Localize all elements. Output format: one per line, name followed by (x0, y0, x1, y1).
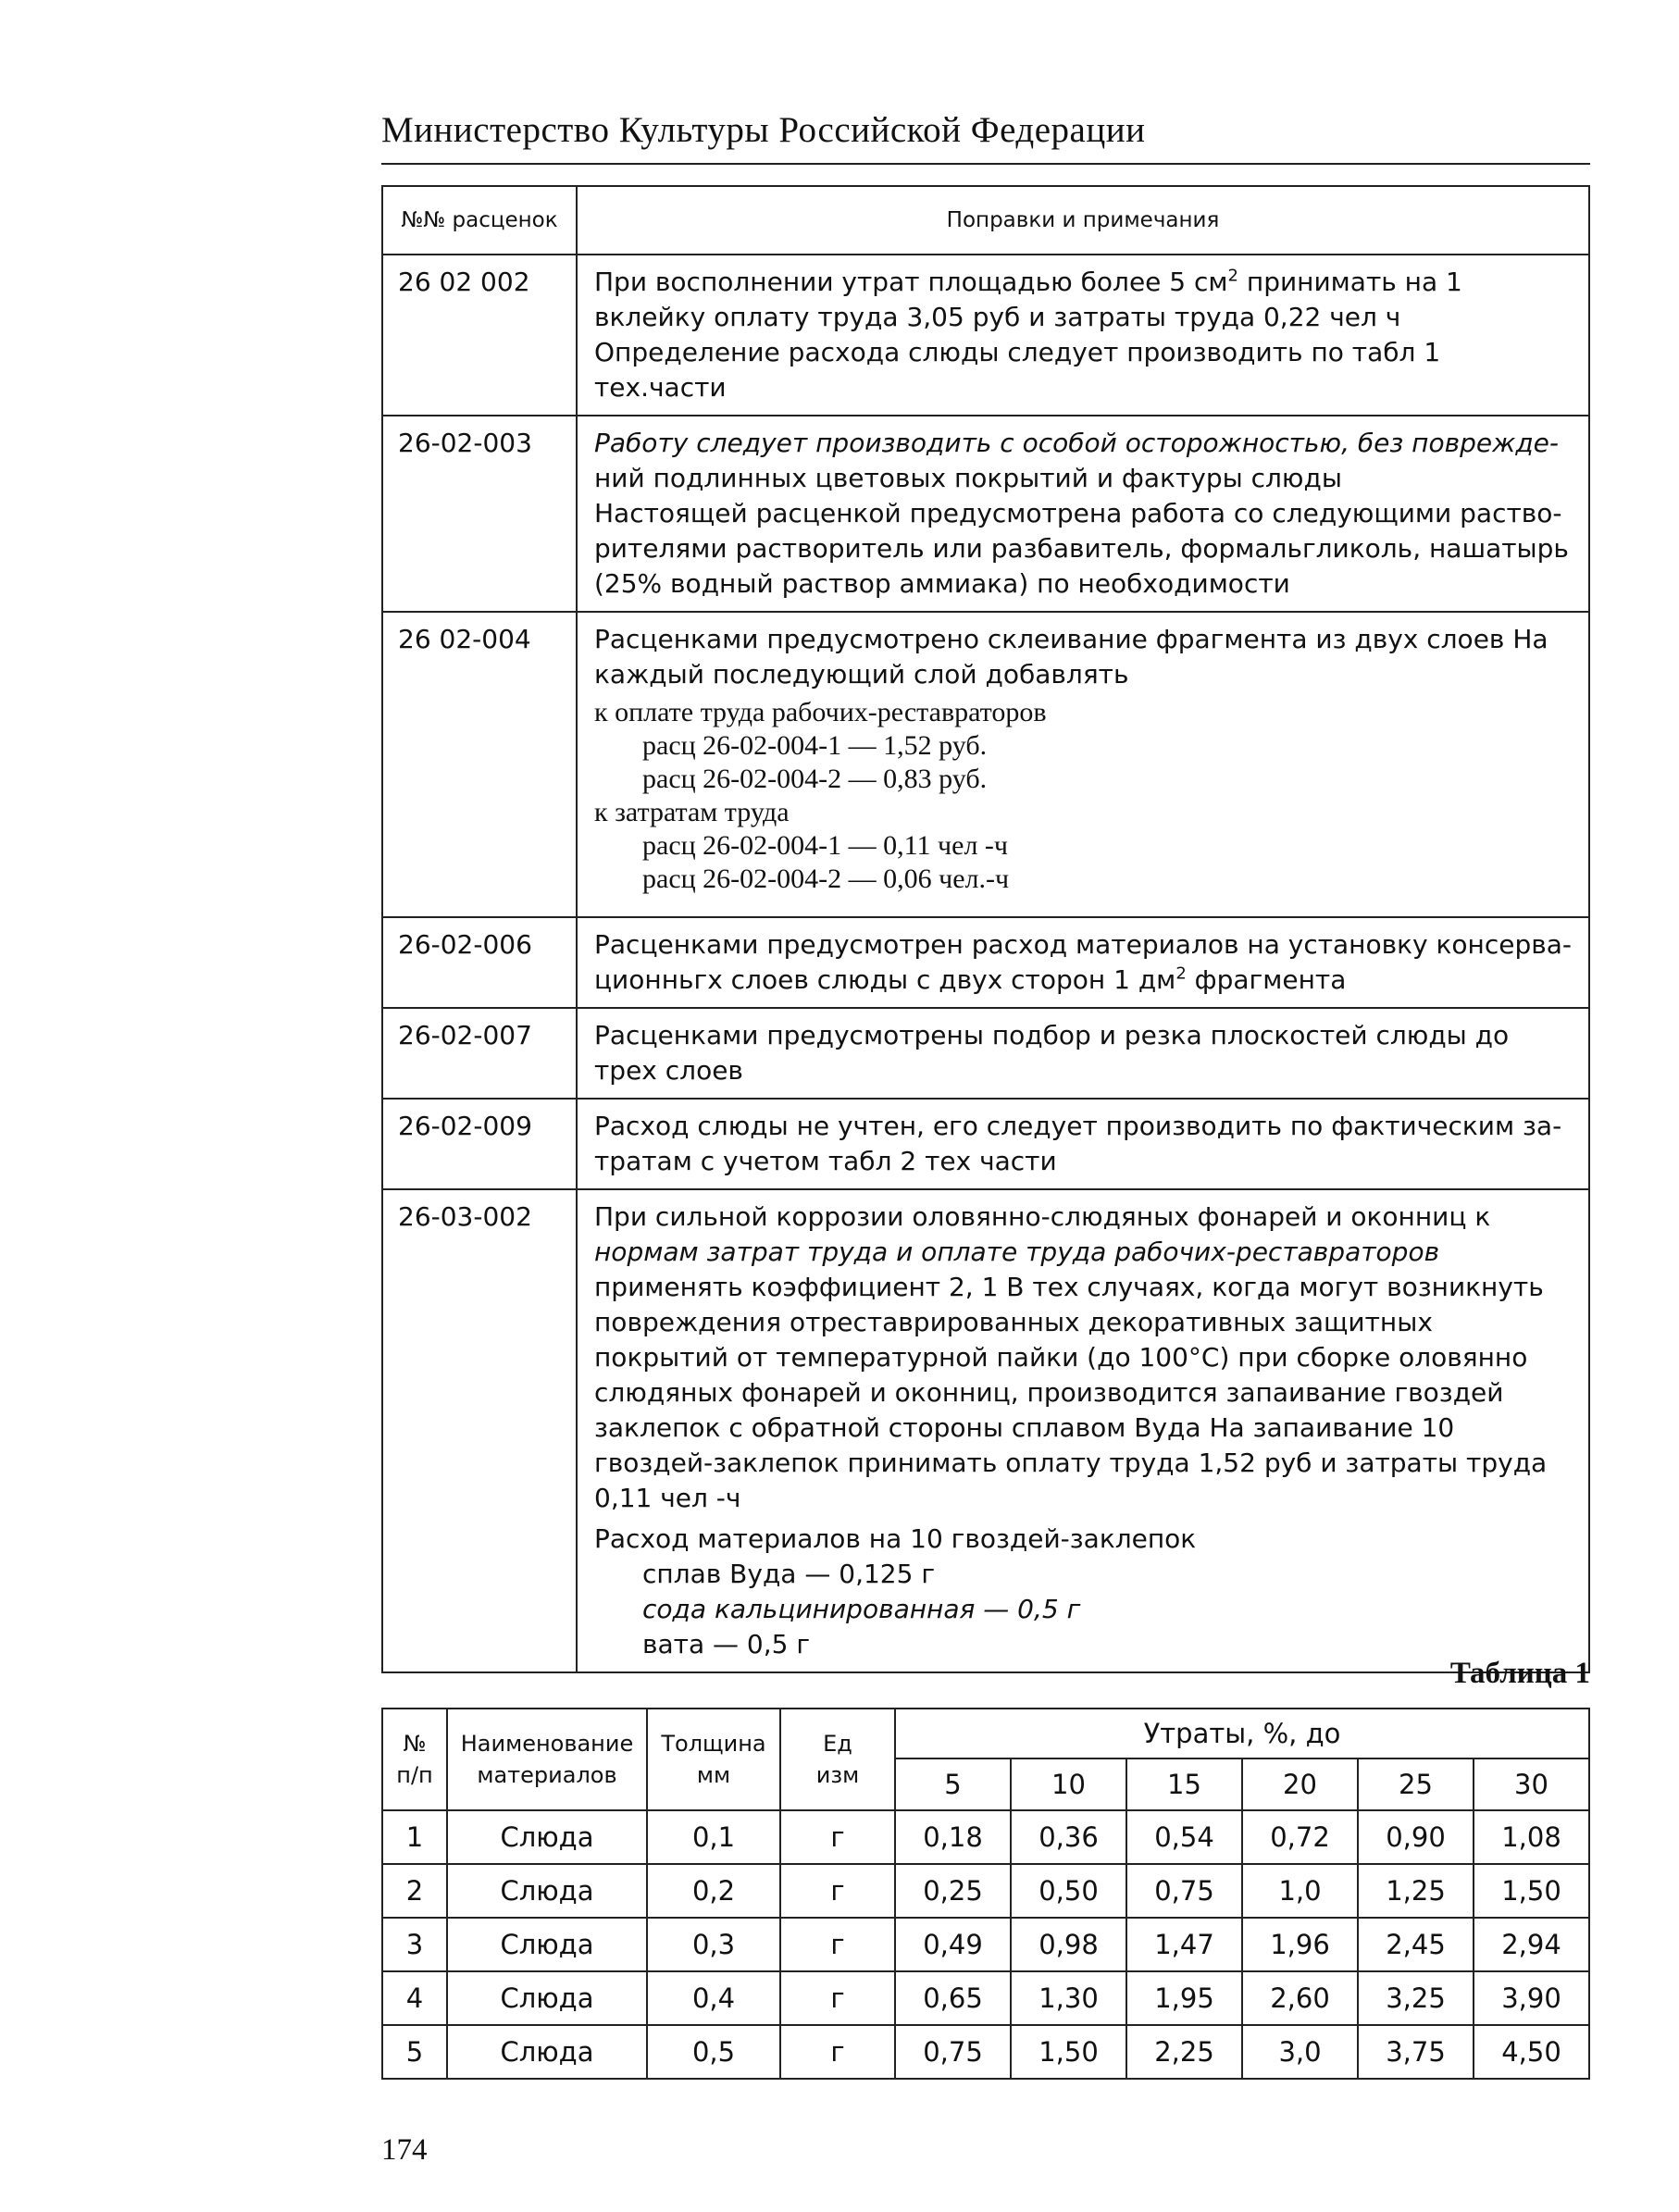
table-row (382, 1864, 1589, 1918)
notes-row (382, 1008, 1589, 1099)
table-cell: г (780, 1864, 895, 1918)
table-cell: 1,47 (1126, 1918, 1242, 1971)
rate-code: 26-03-002 (382, 1189, 577, 1672)
running-head: Министерство Культуры Российской Федерации (381, 110, 1146, 150)
loss-col-header: 30 (1474, 1758, 1589, 1810)
notes-row (382, 255, 1589, 416)
table-row (382, 1918, 1589, 1971)
table-caption: Таблица 1 (1449, 1657, 1590, 1690)
mica-consumption-table (381, 1708, 1590, 2080)
header-losses: Утраты, %, до (895, 1709, 1589, 1758)
header-text: Толщина (661, 1731, 766, 1757)
header-material (447, 1709, 647, 1810)
remark-fragment: принимать на 1 вклейку оплату труда 3,05 руб и затраты труда 0,22 чел ч (594, 267, 1462, 332)
notes-col-remarks: Поправки и примечания (577, 186, 1589, 255)
table-cell: 0,90 (1358, 1810, 1474, 1864)
table-cell: 0,1 (647, 1810, 780, 1864)
table-cell: Слюда (447, 2025, 647, 2079)
remark-italic: Работу следует производить с особой осторожностью, без поврежде- (594, 428, 1560, 458)
remark-text (577, 416, 1589, 612)
table-cell: г (780, 2025, 895, 2079)
table-cell: 0,36 (1011, 1810, 1126, 1864)
table-cell: 2,94 (1474, 1918, 1589, 1971)
table-cell: 3,90 (1474, 1971, 1589, 2025)
table-cell: 0,25 (895, 1864, 1011, 1918)
remark-paragraph: Определение расхода слюды следует производить по табл 1 тех.части (594, 337, 1441, 403)
addition-item: расц 26-02-004-1 — 0,11 чел -ч (642, 830, 1008, 861)
header-unit (780, 1709, 895, 1810)
remark-paragraph: При сильной коррозии оловянно-слюдяных фонарей и оконниц к (594, 1201, 1491, 1232)
table-cell: 1,0 (1242, 1864, 1358, 1918)
remark-paragraph: ний подлинных цветовых покрытий и фактуры слюды (594, 463, 1342, 493)
addition-item: расц 26-02-004-1 — 1,52 руб. (642, 730, 988, 761)
rate-code: 26 02-004 (382, 612, 577, 917)
addition-item: расц 26-02-004-2 — 0,06 чел.-ч (642, 864, 1010, 894)
material-item: сода кальцинированная — 0,5 г (642, 1594, 1081, 1624)
notes-row (382, 917, 1589, 1008)
remark-paragraph: Настоящей расценкой предусмотрена работа со следующими раство-рителями растворитель или разбавитель, формальгликоль, нашатырь (25% водный раствор аммиака) по необходимости (594, 498, 1569, 599)
table-cell: Слюда (447, 1918, 647, 1971)
table-cell: г (780, 1810, 895, 1864)
table-cell: 2 (382, 1864, 447, 1918)
table-row (382, 2025, 1589, 2079)
materials-label: Расход материалов на 10 гвоздей-заклепок (594, 1523, 1197, 1554)
table-cell: Слюда (447, 1971, 647, 2025)
addition-list (594, 696, 1572, 896)
table-cell: 0,5 (647, 2025, 780, 2079)
table-cell: 0,2 (647, 1864, 780, 1918)
material-item: вата — 0,5 г (642, 1629, 811, 1659)
remark-paragraph: Расценками предусмотрено склеивание фрагмента из двух слоев На каждый последующий слой добавлять (594, 624, 1548, 690)
table-cell: 2,60 (1242, 1971, 1358, 2025)
table-cell: 3,0 (1242, 2025, 1358, 2079)
table-cell: 1,95 (1126, 1971, 1242, 2025)
notes-col-code: №№ расценок (382, 186, 577, 255)
remark-paragraph (594, 927, 1572, 998)
header-text: № (403, 1731, 427, 1757)
table-row (382, 1810, 1589, 1864)
page-number: 174 (381, 2133, 428, 2167)
loss-col-header: 15 (1126, 1758, 1242, 1810)
header-number (382, 1709, 447, 1810)
table-cell: 1,30 (1011, 1971, 1126, 2025)
table1-body (382, 1810, 1589, 2079)
table-cell: 4,50 (1474, 2025, 1589, 2079)
loss-col-header: 5 (895, 1758, 1011, 1810)
remark-text (577, 612, 1589, 917)
header-text: изм (815, 1762, 860, 1788)
remark-text: Расценками предусмотрены подбор и резка плоскостей слюды до трех слоев (577, 1008, 1589, 1099)
remark-fragment: Расценками предусмотрен расход материалов на установку консерва-ционньгх слоев слюды с двух сторон 1 дм (594, 929, 1573, 995)
table-cell: 1 (382, 1810, 447, 1864)
table-cell: 5 (382, 2025, 447, 2079)
table-cell: 1,25 (1358, 1864, 1474, 1918)
table-cell: 2,45 (1358, 1918, 1474, 1971)
table-cell: 0,65 (895, 1971, 1011, 2025)
table-cell: 0,18 (895, 1810, 1011, 1864)
table-cell: 0,49 (895, 1918, 1011, 1971)
notes-header-row (382, 186, 1589, 255)
rate-code: 26-02-009 (382, 1099, 577, 1189)
header-text: п/п (396, 1762, 433, 1788)
header-text: материалов (477, 1762, 617, 1788)
notes-row (382, 612, 1589, 917)
loss-col-header: 20 (1242, 1758, 1358, 1810)
header-rule (381, 163, 1590, 165)
header-text: Ед (823, 1731, 852, 1757)
header-text: мм (696, 1762, 731, 1788)
rate-code: 26 02 002 (382, 255, 577, 416)
table-cell: 0,4 (647, 1971, 780, 2025)
table-cell: 3,25 (1358, 1971, 1474, 2025)
remark-italic: нормам затрат труда и оплате труда рабочих-реставраторов (594, 1236, 1440, 1267)
remark-paragraph (594, 265, 1572, 335)
notes-row (382, 1189, 1589, 1672)
notes-row (382, 416, 1589, 612)
addition-label: к оплате труда рабочих-реставраторов (594, 697, 1047, 727)
remark-fragment: При восполнении утрат площадью более 5 см (594, 267, 1228, 297)
table-cell: Слюда (447, 1810, 647, 1864)
table-cell: 1,50 (1474, 1864, 1589, 1918)
rate-code: 26-02-006 (382, 917, 577, 1008)
notes-table (381, 185, 1590, 1673)
table-cell: 3,75 (1358, 2025, 1474, 2079)
table-cell: Слюда (447, 1864, 647, 1918)
superscript: 2 (1227, 266, 1238, 286)
table-cell: 3 (382, 1918, 447, 1971)
table-cell: г (780, 1971, 895, 2025)
material-item: сплав Вуда — 0,125 г (642, 1559, 936, 1589)
table-cell: 2,25 (1126, 2025, 1242, 2079)
table-cell: 0,54 (1126, 1810, 1242, 1864)
remark-fragment: фрагмента (1186, 964, 1347, 995)
remark-text (577, 255, 1589, 416)
notes-row (382, 1099, 1589, 1189)
table-cell: 0,75 (1126, 1864, 1242, 1918)
table-cell: 1,08 (1474, 1810, 1589, 1864)
addition-label: к затратам труда (594, 797, 790, 827)
table-cell: 1,96 (1242, 1918, 1358, 1971)
table-cell: 0,50 (1011, 1864, 1126, 1918)
remark-text (577, 1189, 1589, 1672)
header-thickness (647, 1709, 780, 1810)
rate-code: 26-02-003 (382, 416, 577, 612)
loss-col-header: 25 (1358, 1758, 1474, 1810)
table1-header-row (382, 1709, 1589, 1758)
table-cell: 1,50 (1011, 2025, 1126, 2079)
addition-item: расц 26-02-004-2 — 0,83 руб. (642, 764, 988, 794)
table-cell: 0,72 (1242, 1810, 1358, 1864)
table-cell: г (780, 1918, 895, 1971)
table-cell: 0,98 (1011, 1918, 1126, 1971)
rate-code: 26-02-007 (382, 1008, 577, 1099)
header-text: Наименование (460, 1731, 634, 1757)
remark-text (577, 917, 1589, 1008)
remark-paragraph: применять коэффициент 2, 1 В тех случаях, когда могут возникнуть повреждения отреставрированных декоративных защитных покрытий от температурной пайки (до 100°С) при сборке оловянно слюдяных фонарей и оконниц, производится запаивание гвоздей заклепок с обратной стороны сплавом Вуда На запаивание 10 гвоздей-заклепок принимать оплату труда 1,52 руб и затраты труда 0,11 чел -ч (594, 1272, 1548, 1513)
table-cell: 0,3 (647, 1918, 780, 1971)
table-row (382, 1971, 1589, 2025)
remark-text: Расход слюды не учтен, его следует производить по фактическим за-тратам с учетом табл 2 тех части (577, 1099, 1589, 1189)
table-cell: 0,75 (895, 2025, 1011, 2079)
table-cell: 4 (382, 1971, 447, 2025)
loss-col-header: 10 (1011, 1758, 1126, 1810)
superscript: 2 (1175, 963, 1187, 984)
